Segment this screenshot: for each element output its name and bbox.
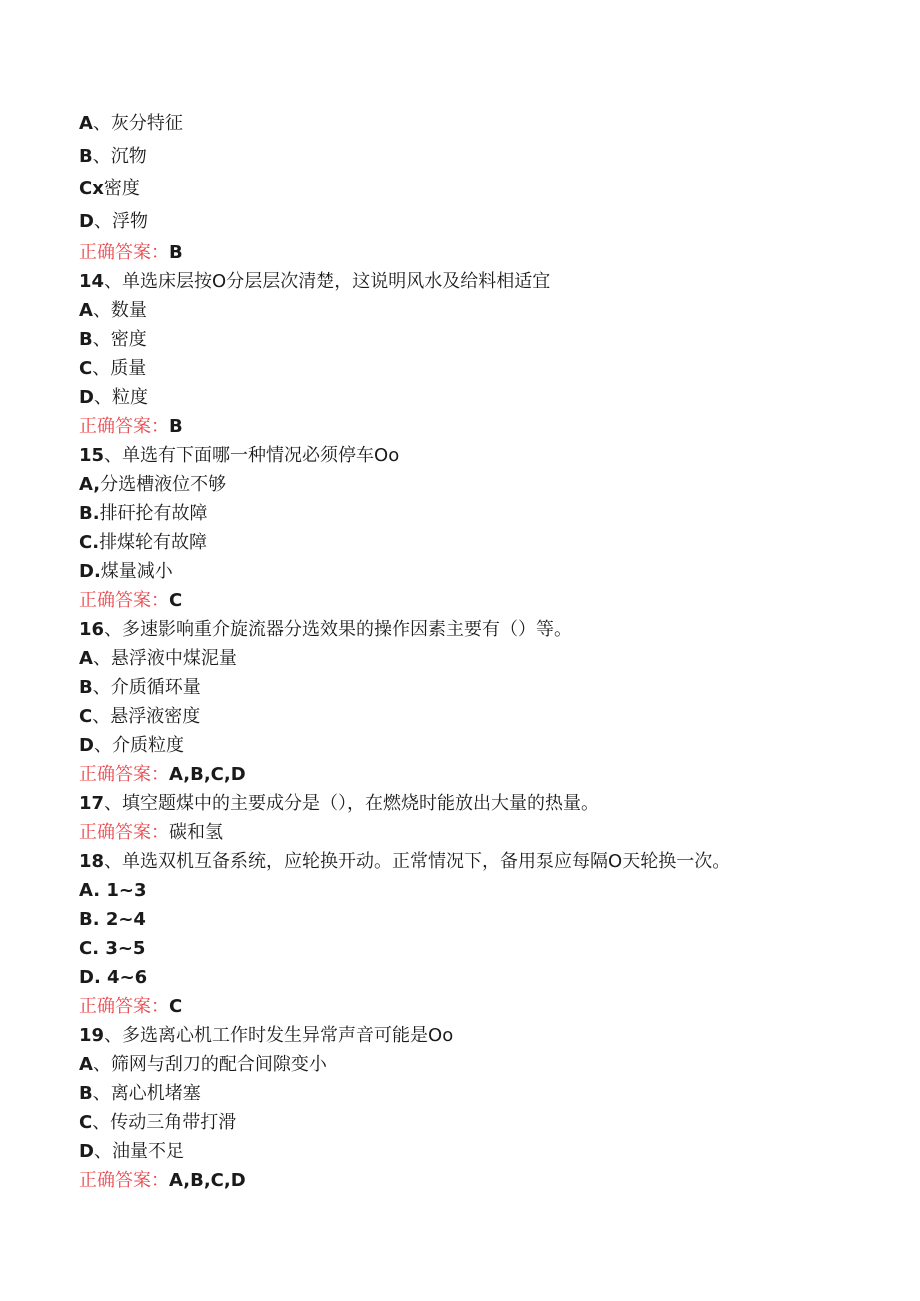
option-line (79, 354, 899, 383)
question-line (79, 441, 899, 470)
option-letter: C (79, 706, 93, 727)
answer-value: 碳和氢 (169, 822, 223, 843)
question-text: 、多速影响重介旋流器分选效果的操作因素主要有（）等。 (104, 619, 573, 640)
option-text: 排煤轮有故障 (99, 532, 208, 553)
answer-label: 正确答案： (79, 764, 169, 785)
option-letter: A (79, 1054, 93, 1075)
option-line (79, 1079, 899, 1108)
question-text: 、填空题煤中的主要成分是（），在燃烧时能放出大量的热量。 (104, 793, 600, 814)
option-text: 、密度 (92, 329, 147, 350)
question-line (79, 1021, 899, 1050)
option-line (79, 934, 899, 963)
option-line (79, 141, 899, 174)
option-letter: B. 2~4 (79, 909, 146, 930)
option-text: 、悬浮液密度 (92, 706, 201, 727)
answer-line (79, 586, 899, 615)
option-letter: A, (79, 474, 101, 495)
option-text: 密度 (103, 178, 140, 199)
option-line (79, 325, 899, 354)
question-line (79, 789, 899, 818)
option-line (79, 1050, 899, 1079)
option-letter: B (79, 677, 93, 698)
question-number: 19 (79, 1025, 105, 1046)
option-line (79, 673, 899, 702)
option-text: 、传动三角带打滑 (92, 1112, 237, 1133)
question-text: 、单选双机互备系统，应轮换开动。正常情况下，备用泵应每隔O天轮换一次。 (104, 851, 731, 872)
option-letter: B (79, 145, 93, 167)
option-letter: D (79, 210, 94, 232)
option-text: 、浮物 (93, 210, 148, 232)
option-letter: D (79, 387, 94, 408)
option-letter: A (79, 113, 93, 134)
option-line (79, 557, 899, 586)
document-page (79, 108, 899, 1195)
option-letter: D (79, 1141, 94, 1162)
answer-line (79, 412, 899, 441)
question-line (79, 847, 899, 876)
option-text: 、灰分特征 (92, 113, 183, 134)
answer-label: 正确答案： (79, 242, 169, 263)
answer-line (79, 992, 899, 1021)
option-letter: B (79, 329, 93, 350)
option-letter: A (79, 648, 93, 669)
answer-value: C (169, 590, 183, 611)
option-text: 排矸抡有故障 (99, 503, 208, 524)
option-text: 、介质粒度 (93, 735, 184, 756)
option-letter: D. (79, 561, 101, 582)
answer-line (79, 760, 899, 789)
option-text: 、沉物 (92, 145, 147, 167)
option-letter: A. 1~3 (79, 880, 147, 901)
option-line (79, 206, 899, 239)
option-line (79, 963, 899, 992)
option-text: 、粒度 (93, 387, 148, 408)
answer-value: C (169, 996, 183, 1017)
option-text: 煤量减小 (100, 561, 173, 582)
option-line (79, 731, 899, 760)
option-line (79, 383, 899, 412)
answer-label: 正确答案： (79, 996, 169, 1017)
answer-value: B (169, 242, 183, 263)
answer-label: 正确答案： (79, 822, 169, 843)
question-number: 18 (79, 851, 105, 872)
option-line (79, 173, 899, 206)
option-line (79, 702, 899, 731)
option-letter: D (79, 735, 94, 756)
option-line (79, 528, 899, 557)
option-letter: C. (79, 532, 100, 553)
option-text: 、介质循环量 (92, 677, 201, 698)
option-text: 分选槽液位不够 (100, 474, 227, 495)
option-line (79, 1137, 899, 1166)
option-line (79, 905, 899, 934)
question-number: 17 (79, 793, 105, 814)
question-line (79, 267, 899, 296)
question-number: 14 (79, 271, 105, 292)
option-text: 、离心机堵塞 (92, 1083, 201, 1104)
option-letter: Cx (79, 178, 104, 199)
option-line (79, 644, 899, 673)
question-number: 16 (79, 619, 105, 640)
option-text: 、筛网与刮刀的配合间隙变小 (92, 1054, 327, 1075)
option-line (79, 876, 899, 905)
answer-label: 正确答案： (79, 1170, 169, 1191)
question-text: 、多选离心机工作时发生异常声音可能是Oo (104, 1025, 454, 1046)
option-text: 、油量不足 (93, 1141, 184, 1162)
answer-value: A,B,C,D (169, 764, 246, 785)
question-line (79, 615, 899, 644)
question-text: 、单选床层按O分层层次清楚，这说明风水及给料相适宜 (104, 271, 551, 292)
option-letter: A (79, 300, 93, 321)
option-text: 、悬浮液中煤泥量 (92, 648, 237, 669)
question-number: 15 (79, 445, 105, 466)
option-letter: C (79, 1112, 93, 1133)
option-line (79, 470, 899, 499)
question-text: 、单选有下面哪一种情况必须停车Oo (104, 445, 400, 466)
option-letter: C (79, 358, 93, 379)
answer-label: 正确答案： (79, 416, 169, 437)
option-text: 、数量 (92, 300, 147, 321)
answer-line (79, 818, 899, 847)
answer-value: B (169, 416, 183, 437)
answer-line (79, 238, 899, 267)
option-line (79, 499, 899, 528)
option-letter: D. 4~6 (79, 967, 148, 988)
option-letter: C. 3~5 (79, 938, 146, 959)
answer-value: A,B,C,D (169, 1170, 246, 1191)
answer-line (79, 1166, 899, 1195)
option-letter: B (79, 1083, 93, 1104)
option-line (79, 108, 899, 141)
option-line (79, 1108, 899, 1137)
option-letter: B. (79, 503, 100, 524)
option-text: 、质量 (92, 358, 147, 379)
answer-label: 正确答案： (79, 590, 169, 611)
option-line (79, 296, 899, 325)
